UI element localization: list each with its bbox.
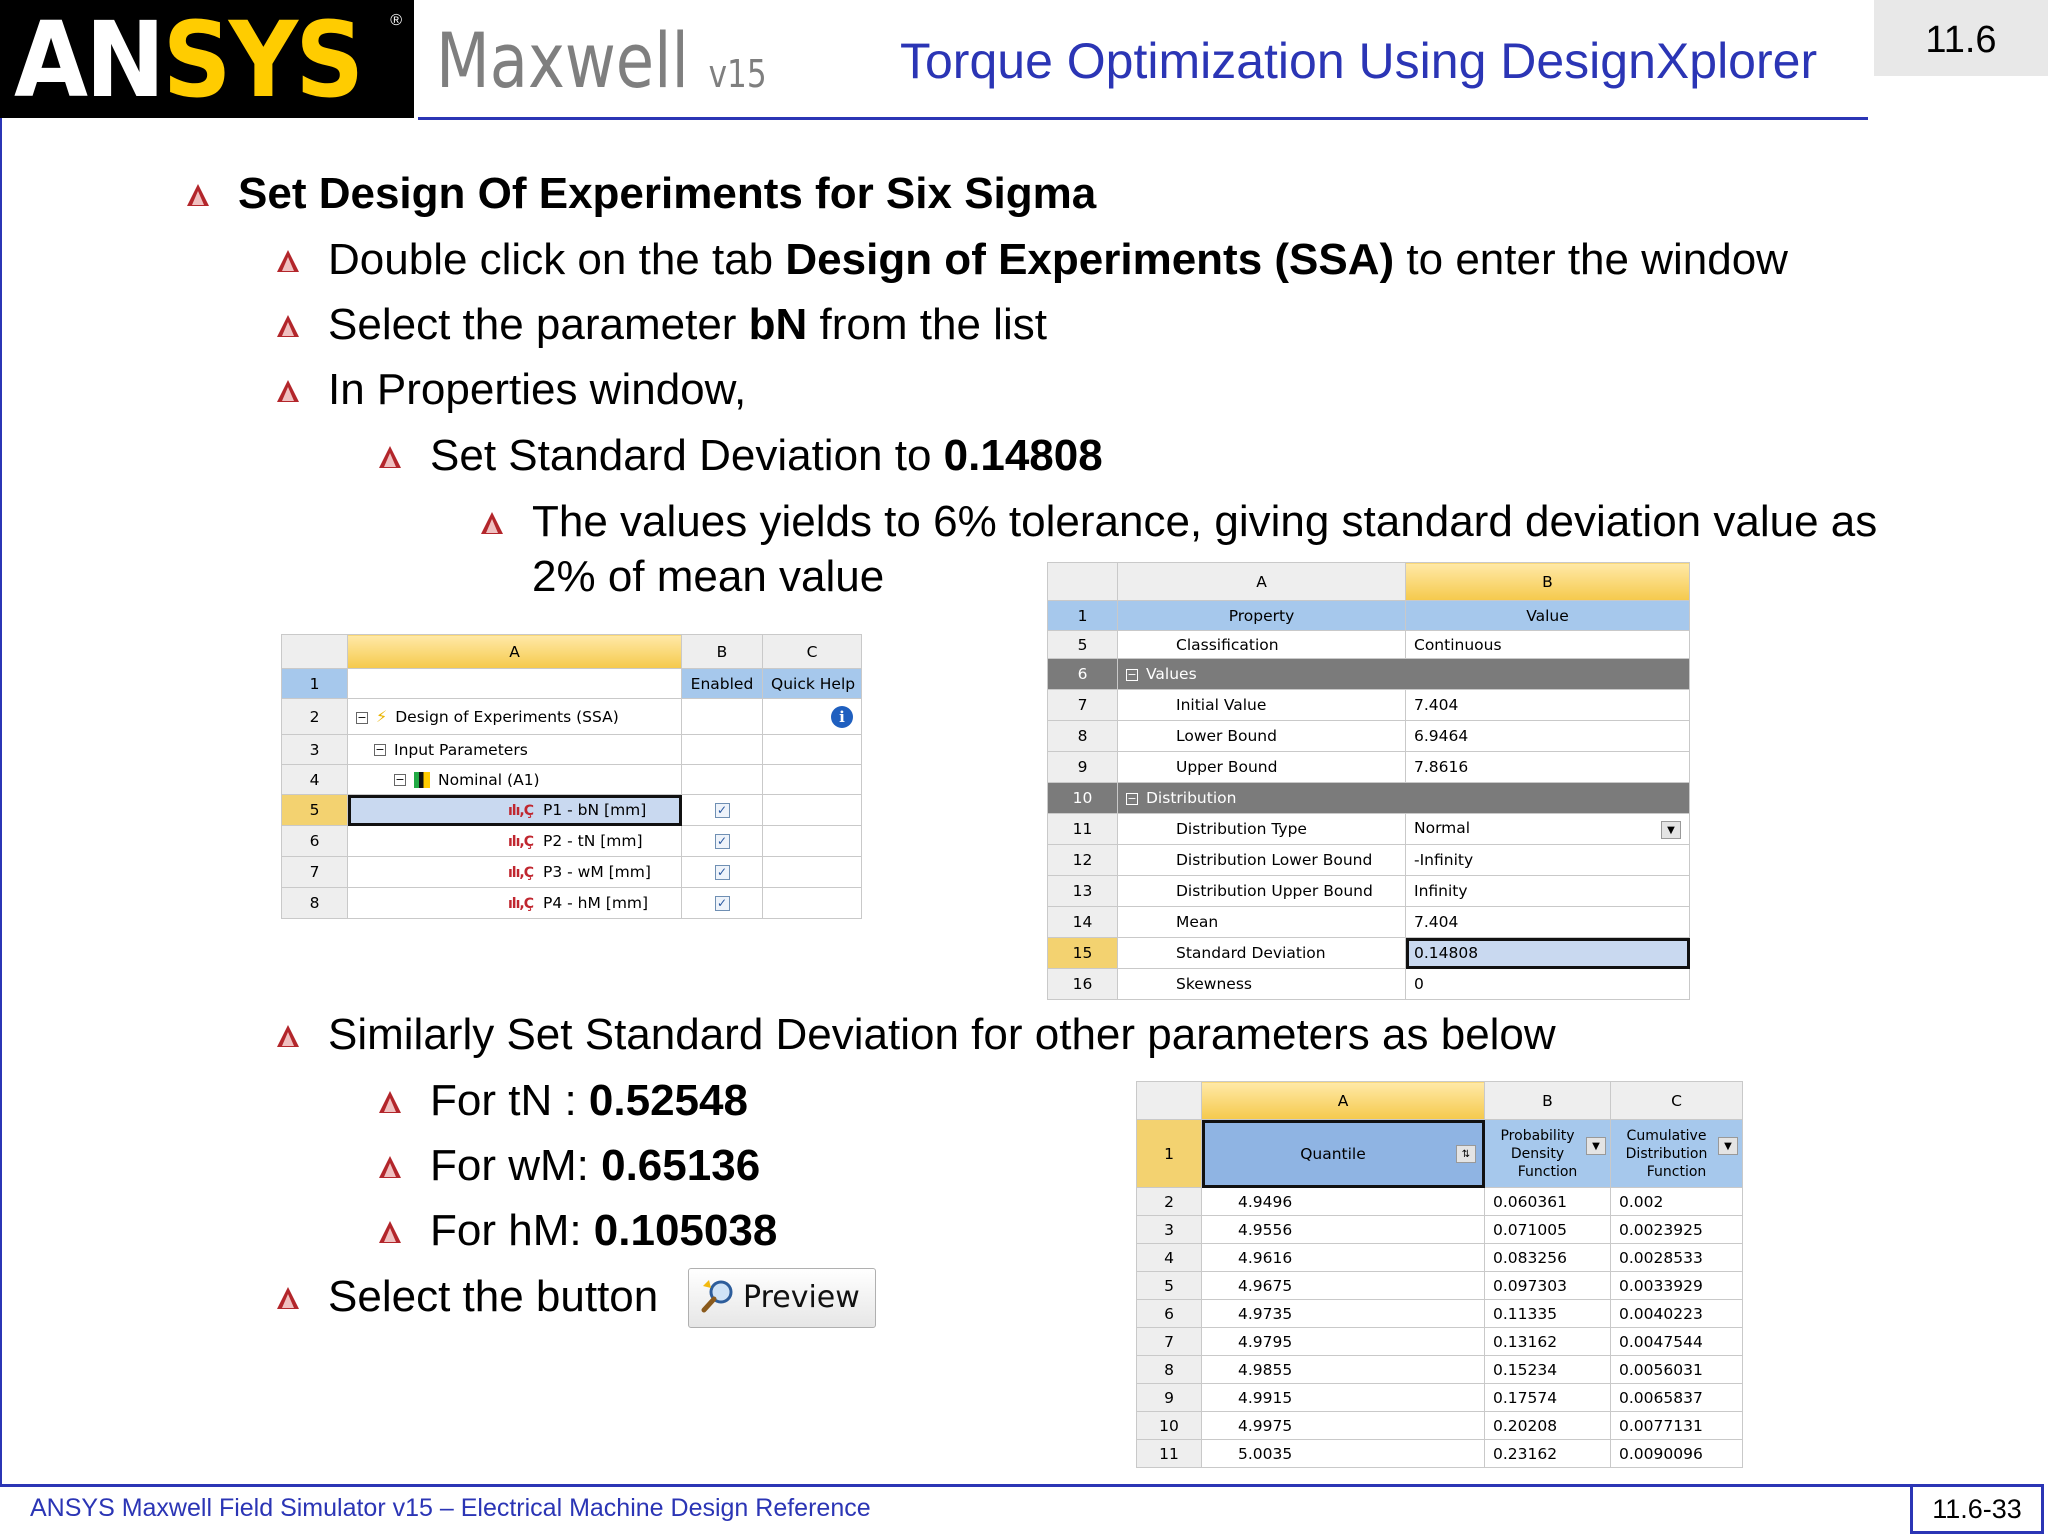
input-parameters-cell[interactable] [348,735,682,765]
table-row[interactable] [1048,690,1690,721]
property-name: Lower Bound [1118,721,1406,752]
quantile-value[interactable]: 4.9675 [1202,1272,1485,1300]
property-value[interactable]: 0 [1406,969,1690,1000]
table-row[interactable] [282,826,862,857]
property-name: Skewness [1118,969,1406,1000]
row-number: 8 [1048,721,1118,752]
table-row[interactable] [1137,1412,1743,1440]
bullet-tn [430,1075,748,1127]
table-row [1137,1120,1743,1188]
bullet-text: In Properties window, [328,365,747,414]
table-row[interactable] [1137,1244,1743,1272]
row-number: 16 [1048,969,1118,1000]
table-row[interactable] [1137,1300,1743,1328]
table-row[interactable] [1048,845,1690,876]
row-number: 1 [1137,1120,1202,1188]
bullet-text: Select the button [328,1272,659,1321]
parameter-bn-cell[interactable] [348,795,682,826]
bullet-text: Double click on the tab [328,235,786,284]
row-number: 5 [1137,1272,1202,1300]
table-row[interactable] [282,888,862,919]
collapse-icon[interactable]: − [357,710,367,724]
quantile-value[interactable]: 4.9556 [1202,1216,1485,1244]
enabled-cell [682,699,763,735]
cdf-header [1611,1120,1743,1188]
table-row[interactable] [282,735,862,765]
row-number: 3 [1137,1216,1202,1244]
product-label: Maxwell [436,16,689,105]
pdf-value[interactable]: 0.17574 [1485,1384,1611,1412]
row-number: 9 [1048,752,1118,783]
product-version: v15 [708,52,767,96]
table-row[interactable] [282,795,862,826]
table-row[interactable] [1137,1188,1743,1216]
input-parameters-label: Input Parameters [394,740,528,759]
property-name: Initial Value [1118,690,1406,721]
bullet-text: 2% of mean value [532,552,885,601]
table-row[interactable] [1048,721,1690,752]
table-row[interactable] [1048,752,1690,783]
column-header-c[interactable]: C [763,635,862,669]
row-number: 7 [282,857,348,888]
bullet-wm [430,1140,760,1192]
column-header-b[interactable]: B [682,635,763,669]
column-letter-row [1137,1082,1743,1120]
bullet-text: Set Standard Deviation to [430,431,944,480]
pdf-value[interactable]: 0.20208 [1485,1412,1611,1440]
cdf-value[interactable]: 0.0040223 [1611,1300,1743,1328]
quick-help-cell [763,826,862,857]
property-value[interactable]: -Infinity [1406,845,1690,876]
table-row[interactable] [1048,631,1690,659]
dropdown-arrow-icon[interactable]: ▼ [1718,1137,1738,1155]
group-label: Distribution [1146,789,1237,807]
red-bullet-icon [378,445,402,469]
bullet-text: The values yields to 6% tolerance, giving standard deviation value as [532,497,1878,546]
bullet-set-doe [238,168,1096,220]
quick-help-cell [763,795,862,826]
table-row[interactable] [1048,876,1690,907]
red-bullet-icon [276,314,300,338]
pdf-header-label: Probability Density Function [1500,1127,1578,1180]
enabled-checkbox[interactable]: ✓ [715,803,730,818]
row-number: 1 [282,669,348,699]
table-row[interactable] [1048,938,1690,969]
column-header-b[interactable]: B [1485,1082,1611,1120]
pdf-value[interactable]: 0.13162 [1485,1328,1611,1356]
pdf-header [1485,1120,1611,1188]
pdf-value[interactable]: 0.23162 [1485,1440,1611,1468]
parameter-tn-cell[interactable] [348,826,682,857]
group-label: Values [1146,665,1197,683]
property-value[interactable]: 6.9464 [1406,721,1690,752]
parameter-label: P4 - hM [mm] [543,894,649,912]
property-name: Distribution Lower Bound [1118,845,1406,876]
property-value[interactable]: Infinity [1406,876,1690,907]
collapse-icon[interactable]: − [395,773,405,786]
quantile-value[interactable]: 4.9915 [1202,1384,1485,1412]
row-number: 14 [1048,907,1118,938]
parameter-icon: ılı,Ç [508,896,533,912]
column-header-a[interactable]: A [348,635,682,669]
row-number: 5 [282,795,348,826]
bullet-select-param [328,299,1047,351]
table-row[interactable] [1137,1328,1743,1356]
row-number: 10 [1137,1412,1202,1440]
bullet-text: For hM: [430,1206,594,1255]
bullet-text: Similarly Set Standard Deviation for other parameters as below [328,1010,1556,1059]
quick-help-cell [763,857,862,888]
parameter-label: P3 - wM [mm] [543,863,651,881]
collapse-icon[interactable]: − [1127,667,1137,681]
row-number: 11 [1048,814,1118,845]
pdf-value[interactable]: 0.15234 [1485,1356,1611,1384]
table-row[interactable] [282,765,862,795]
pdf-value[interactable]: 0.097303 [1485,1272,1611,1300]
row-number: 6 [282,826,348,857]
section-number: 11.6 [1874,0,2048,76]
column-letter-row [282,635,862,669]
row-number: 9 [1137,1384,1202,1412]
enabled-cell [682,826,763,857]
column-header-c[interactable]: C [1611,1082,1743,1120]
red-bullet-icon [378,1090,402,1114]
row-number: 6 [1048,659,1118,690]
table-row[interactable] [1048,814,1690,845]
property-value[interactable]: 7.404 [1406,907,1690,938]
row-number: 7 [1137,1328,1202,1356]
cdf-value[interactable]: 0.0023925 [1611,1216,1743,1244]
table-row[interactable] [1137,1356,1743,1384]
red-bullet-icon [378,1155,402,1179]
pdf-value[interactable]: 0.071005 [1485,1216,1611,1244]
property-name: Standard Deviation [1118,938,1406,969]
enabled-checkbox[interactable]: ✓ [715,896,730,911]
quantile-header-label: Quantile [1300,1144,1366,1163]
enabled-cell [682,888,763,919]
parameter-icon: ılı,Ç [508,865,533,881]
pdf-value[interactable]: 0.083256 [1485,1244,1611,1272]
preview-button[interactable] [688,1268,876,1328]
enabled-header: Enabled [682,669,763,699]
quantile-value[interactable]: 4.9496 [1202,1188,1485,1216]
red-bullet-icon [276,379,300,403]
red-bullet-icon [480,511,504,535]
cdf-value[interactable]: 0.0047544 [1611,1328,1743,1356]
parameter-icon: ılı,Ç [508,803,533,819]
slide-title: Torque Optimization Using DesignXplorer [900,33,1818,89]
column-header-a[interactable]: A [1118,563,1406,601]
group-row-distribution[interactable] [1048,783,1690,814]
quantile-value[interactable]: 4.9616 [1202,1244,1485,1272]
ansys-logo [0,0,414,121]
properties-table [1047,562,1690,1000]
corner-cell [282,635,348,669]
property-header: Property [1118,601,1406,631]
property-value[interactable]: 7.404 [1406,690,1690,721]
enabled-cell [682,857,763,888]
table-row[interactable] [1137,1440,1743,1468]
table-row[interactable] [1137,1272,1743,1300]
parameter-label: P2 - tN [mm] [543,832,643,850]
row-number: 11 [1137,1440,1202,1468]
quick-help-header: Quick Help [763,669,862,699]
bullet-bold-text: Design of Experiments (SSA) [785,235,1395,284]
column-header-a[interactable]: A [1202,1082,1485,1120]
page-number: 11.6-33 [1910,1484,2044,1534]
quick-help-cell [763,765,862,795]
standard-deviation-input[interactable]: 0.14808 [1406,938,1690,969]
cdf-value[interactable]: 0.0056031 [1611,1356,1743,1384]
row-number: 8 [282,888,348,919]
red-bullet-icon [276,1286,300,1310]
collapse-icon[interactable]: − [375,743,385,756]
row-number: 10 [1048,783,1118,814]
info-icon[interactable]: i [831,706,853,728]
bullet-properties-window [328,364,746,416]
table-row[interactable] [1048,907,1690,938]
collapse-icon[interactable]: − [1127,791,1137,805]
value-header: Value [1406,601,1690,631]
property-name: Classification [1118,631,1406,659]
quantile-value[interactable]: 4.9975 [1202,1412,1485,1440]
red-bullet-icon [276,1024,300,1048]
parameter-label: P1 - bN [mm] [543,801,647,819]
enabled-checkbox[interactable]: ✓ [715,834,730,849]
property-name: Distribution Type [1118,814,1406,845]
column-header-b[interactable]: B [1406,563,1690,601]
row-number: 12 [1048,845,1118,876]
quick-help-cell [763,888,862,919]
doe-outline-table [281,634,862,919]
quantile-value[interactable]: 4.9795 [1202,1328,1485,1356]
bullet-hm [430,1205,777,1257]
bullet-bold-text: 0.105038 [593,1206,778,1255]
bullet-text: from the list [807,300,1047,349]
preview-button-label: Preview [743,1280,860,1315]
quantile-table [1136,1081,1743,1468]
group-cell[interactable] [1118,659,1690,690]
enabled-checkbox[interactable]: ✓ [715,865,730,880]
cdf-value[interactable]: 0.0033929 [1611,1272,1743,1300]
red-bullet-icon [186,183,210,207]
table-row[interactable] [1048,969,1690,1000]
footer-divider [0,1484,1910,1487]
header-cell [348,669,682,699]
pdf-value[interactable]: 0.060361 [1485,1188,1611,1216]
parameter-wm-cell[interactable] [348,857,682,888]
distribution-type-select[interactable] [1406,814,1690,845]
table-row[interactable] [282,699,862,735]
bullet-text: Select the parameter [328,300,749,349]
dropdown-arrow-icon[interactable]: ▼ [1586,1137,1606,1155]
row-number: 6 [1137,1300,1202,1328]
bullet-bold-text: 0.14808 [943,431,1103,480]
parameter-icon: ılı,Ç [508,834,533,850]
column-letter-row [1048,563,1690,601]
table-row[interactable] [1137,1216,1743,1244]
bullet-bold-text: bN [748,300,808,349]
property-name: Upper Bound [1118,752,1406,783]
doe-ssa-cell[interactable] [348,699,682,735]
property-name: Distribution Upper Bound [1118,876,1406,907]
row-number: 4 [1137,1244,1202,1272]
cdf-value[interactable]: 0.0077131 [1611,1412,1743,1440]
property-value[interactable]: 7.8616 [1406,752,1690,783]
enabled-cell [682,765,763,795]
property-value: Normal [1414,819,1471,837]
group-cell[interactable] [1118,783,1690,814]
enabled-cell [682,735,763,765]
dropdown-arrow-icon[interactable]: ▼ [1661,821,1681,839]
property-name: Mean [1118,907,1406,938]
enabled-cell [682,795,763,826]
magnifier-icon [701,1278,737,1314]
title-divider [418,117,1868,120]
left-border [0,118,2,1486]
bullet-similarly-set [328,1009,1556,1061]
bullet-bold-text: 0.52548 [588,1076,748,1125]
red-bullet-icon [276,249,300,273]
group-row-values[interactable] [1048,659,1690,690]
red-bullet-icon [378,1220,402,1244]
table-row [282,669,862,699]
row-number: 3 [282,735,348,765]
row-number: 13 [1048,876,1118,907]
lightning-icon: ⚡ [376,707,388,726]
cdf-value[interactable]: 0.0028533 [1611,1244,1743,1272]
cdf-value[interactable]: 0.002 [1611,1188,1743,1216]
quantile-value[interactable]: 5.0035 [1202,1440,1485,1468]
product-name [436,16,767,119]
row-number: 4 [282,765,348,795]
bullet-tolerance-note-cont [532,551,884,603]
registered-mark: ® [390,12,402,29]
nominal-icon [414,772,430,788]
quantile-value[interactable]: 4.9855 [1202,1356,1485,1384]
parameter-hm-cell[interactable] [348,888,682,919]
pdf-value[interactable]: 0.11335 [1485,1300,1611,1328]
sort-icon[interactable]: ⇅ [1456,1145,1476,1163]
row-number: 1 [1048,601,1118,631]
bullet-text: to enter the window [1394,235,1788,284]
quantile-value[interactable]: 4.9735 [1202,1300,1485,1328]
doe-ssa-label: Design of Experiments (SSA) [395,708,619,726]
table-row[interactable] [1137,1384,1743,1412]
logo-text-sys: SYS [162,0,362,121]
cdf-value[interactable]: 0.0065837 [1611,1384,1743,1412]
footer-text: ANSYS Maxwell Field Simulator v15 – Electrical Machine Design Reference [30,1494,871,1522]
corner-cell [1137,1082,1202,1120]
property-value[interactable]: Continuous [1406,631,1690,659]
corner-cell [1048,563,1118,601]
nominal-label: Nominal (A1) [438,770,540,789]
row-number: 8 [1137,1356,1202,1384]
row-number: 15 [1048,938,1118,969]
nominal-cell[interactable] [348,765,682,795]
cdf-header-label: Cumulative Distribution Function [1625,1127,1708,1180]
cdf-value[interactable]: 0.0090096 [1611,1440,1743,1468]
quick-help-cell [763,699,862,735]
quick-help-cell [763,735,862,765]
quantile-header[interactable] [1202,1120,1485,1188]
table-row [1048,601,1690,631]
bullet-select-button [328,1271,658,1323]
bullet-tolerance-note [532,496,1877,548]
bullet-double-click [328,234,1788,286]
row-number: 5 [1048,631,1118,659]
row-number: 7 [1048,690,1118,721]
bullet-text: For wM: [430,1141,602,1190]
logo-text-an: AN [14,0,163,121]
table-row[interactable] [282,857,862,888]
row-number: 2 [282,699,348,735]
bullet-set-std-dev [430,430,1103,482]
bullet-text: Set Design Of Experiments for Six Sigma [238,169,1097,218]
bullet-text: For tN : [430,1076,589,1125]
bullet-bold-text: 0.65136 [601,1141,761,1190]
row-number: 2 [1137,1188,1202,1216]
